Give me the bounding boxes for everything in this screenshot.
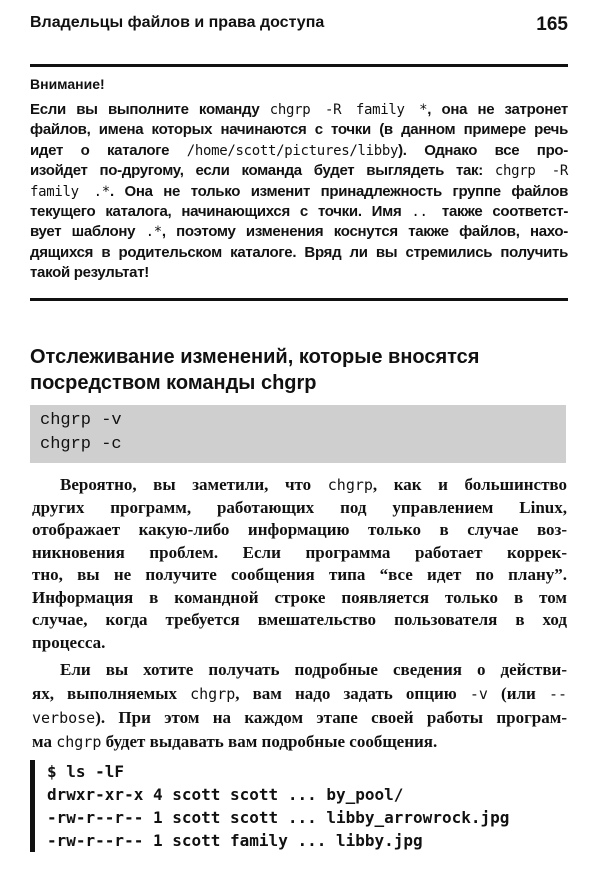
terminal-listing [30,760,509,852]
listing-line: drwxr-xr-x 4 scott scott ... by_pool/ [47,785,404,804]
code-line: chgrp -c [40,435,122,454]
command-box [30,405,566,463]
listing-line: $ ls -lF [47,762,125,781]
text-run: процесса. [32,632,106,652]
text-line [30,141,568,161]
section-heading [30,344,479,396]
note-body [30,100,568,284]
text-run: текущего каталога, начинающихся с точки. Имя [30,202,412,220]
text-line [32,609,567,632]
chapter-title: Владельцы файлов и права доступа [30,14,325,31]
inline-code: chgrp -R [494,163,568,180]
inline-code: family .* [30,183,110,200]
text-run: тно, вы не получите сообщения типа “все идет по плану”. [32,565,567,584]
text-line [30,202,568,222]
text-run: ). Однако все про- [398,141,568,159]
text-line [32,587,567,610]
text-run: ях, выполняемых [32,684,191,703]
text-line [32,682,567,706]
heading-line: посредством команды chgrp [30,372,317,394]
text-line [32,519,567,542]
text-run: Информация в командной строке появляется только в том [32,587,567,607]
text-line [32,730,567,754]
text-run: изойдет по-другому, если команда будет выглядеть так: [30,162,495,180]
text-line [32,706,567,730]
text-run: Ели вы хотите получать подробные сведения о действи- [60,660,567,679]
text-run: ма [32,732,57,751]
text-line [30,222,568,242]
text-run: Если вы выполните команду [30,101,270,118]
text-line [30,263,568,283]
text-run: других программ, работающих под управлением Linux, [32,497,567,517]
paragraph-2 [32,658,567,754]
text-run: идет о каталоге [30,141,187,159]
inline-code: -v [469,685,488,703]
text-run: (или [487,684,549,703]
inline-code: .* [145,224,162,241]
text-line [30,161,568,181]
inline-code: chgrp -R family * [269,102,428,118]
text-run: , как и большинство [372,475,568,494]
inline-code: -- [548,685,567,703]
text-line [32,497,567,520]
text-line [30,100,568,120]
text-line [32,474,567,497]
page-number: 165 [536,14,568,35]
text-run: также соответст- [441,202,569,220]
paragraph-1 [32,474,567,654]
text-run: никновения проблем. Если программа работает коррек- [32,542,567,562]
note-top-rule [30,64,568,67]
listing-line: -rw-r--r-- 1 scott family ... libby.jpg [47,831,423,850]
inline-code: .. [411,203,442,220]
running-header [30,14,568,36]
note-bottom-rule [30,298,568,301]
inline-code: verbose [32,709,96,727]
text-line [32,542,567,565]
text-run: ). При этом на каждом этапе своей работы програм- [95,708,567,727]
inline-code: chgrp [327,476,373,494]
text-line [32,564,567,587]
code-line: chgrp -v [40,411,122,430]
inline-code: /home/scott/pictures/libby [186,142,399,159]
text-line [30,120,568,140]
text-line [30,243,568,263]
text-run: Вероятно, вы заметили, что [60,475,328,494]
text-run: отображает какую-либо информацию только в случае воз- [32,520,567,539]
note-title: Внимание! [30,76,105,92]
listing-line: -rw-r--r-- 1 scott scott ... libby_arrowrock.jpg [47,808,510,827]
text-line [32,658,567,682]
inline-code: chgrp [56,733,102,751]
heading-line: Отслеживание изменений, которые вносятся [30,346,480,368]
inline-code: chgrp [190,685,236,703]
text-run: , поэтому изменения коснутся также файлов, нахо- [161,223,568,241]
text-run: дящихся в родительском каталоге. Вряд ли вы стремились получить [30,243,568,261]
text-run: , вам надо задать опцию [235,684,470,703]
text-run: , она не затронет [427,101,568,118]
text-run: случае, когда требуется вмешательство пользователя в ход [32,610,567,629]
text-run: . Она не только изменит принадлежность группе файлов [109,182,568,200]
text-run: такой результат! [30,264,149,282]
text-line [30,182,568,202]
text-line [32,632,567,655]
text-run: вует шаблону [30,223,146,241]
text-run: будет выдавать вам подробные сообщения. [101,732,438,751]
text-run: файлов, имена которых начинаются с точки (в данном примере речь [30,121,568,139]
